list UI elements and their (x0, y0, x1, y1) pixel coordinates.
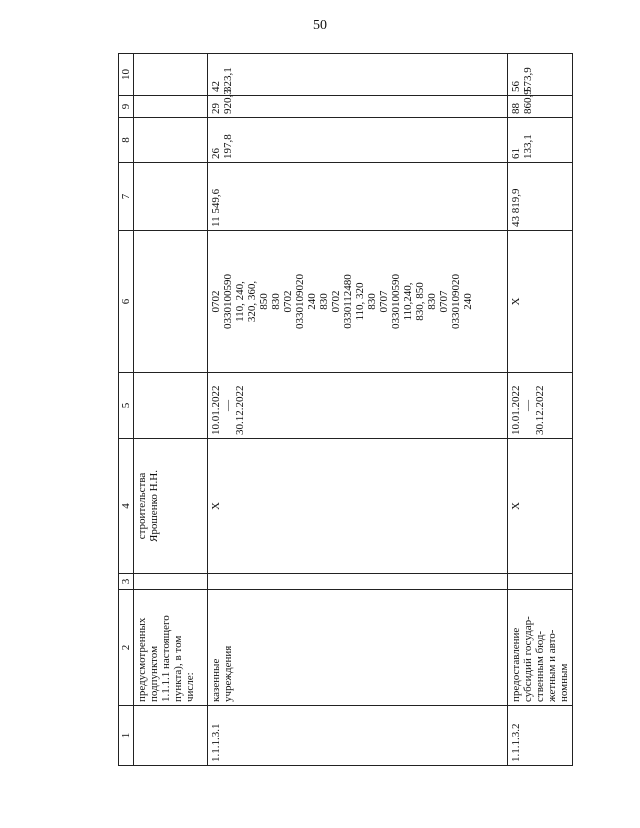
cell-text: 26 197,8 (210, 134, 234, 159)
table-row (134, 54, 208, 766)
cell-line: 830 (318, 293, 330, 310)
table-cell-c9 (208, 89, 508, 118)
cell-line: 0330100590 (222, 274, 234, 329)
cell-line: предусмотренных (136, 617, 148, 702)
cell-line: 830 (366, 293, 378, 310)
table-cell-c1 (208, 706, 508, 766)
table-cell-c6 (508, 231, 573, 373)
col-header: 10 (119, 54, 134, 96)
table-cell-c8 (208, 118, 508, 163)
col-header: 8 (119, 118, 134, 163)
cell-line: 850 (258, 293, 270, 310)
table-cell-c5 (508, 373, 573, 439)
cell-text: 42 323,1 (210, 67, 234, 92)
table-cell-c1 (134, 706, 208, 766)
cell-line: 0702 (282, 290, 294, 313)
cell-line: субсидий государ- (522, 616, 534, 702)
table-cell-c7 (134, 163, 208, 231)
cell-line: 0702 (330, 290, 342, 313)
table-cell-c3 (134, 574, 208, 590)
cell-text: 1.1.1.3.2 (510, 723, 522, 762)
table-cell-c1 (508, 706, 573, 766)
table-cell-c9 (134, 96, 208, 118)
cell-line: 830 (270, 293, 282, 310)
cell-line: 10.01.2022 (510, 385, 522, 435)
col-header: 9 (119, 96, 134, 118)
col-header: 5 (119, 373, 134, 439)
table-cell-c5 (208, 373, 508, 439)
col-header: 2 (119, 590, 134, 706)
cell-line: казенные (210, 658, 222, 702)
table-cell-c10 (508, 54, 573, 96)
table-cell-c2 (208, 590, 508, 706)
header-row (119, 54, 134, 766)
table-cell-c8 (508, 118, 573, 163)
cell-text: 11 549,6 (210, 188, 222, 227)
col-header: 4 (119, 439, 134, 574)
table-cell-c3 (508, 574, 573, 590)
cell-text: 29 920,3 (210, 89, 234, 114)
table-cell-c4 (508, 439, 573, 574)
table-cell-c8 (134, 118, 208, 163)
table-cell-c10 (134, 54, 208, 96)
cell-line: 830 (426, 293, 438, 310)
cell-line: — (222, 400, 234, 411)
table-cell-c2 (508, 590, 573, 706)
cell-line: учреждения (222, 645, 234, 702)
cell-line: 0330109020 (450, 274, 462, 329)
col-header: 1 (119, 706, 134, 766)
table-cell-c10 (208, 54, 508, 96)
table-cell-c6 (208, 231, 508, 373)
cell-line: 240 (462, 293, 474, 310)
table-cell-c7 (208, 163, 508, 231)
cell-line: 0707 (438, 290, 450, 313)
table-cell-c6 (134, 231, 208, 373)
cell-line: 110, 320 (354, 282, 366, 321)
cell-line: 830, 850 (414, 282, 426, 321)
cell-text: 61 133,1 (510, 134, 534, 159)
page-number: 50 (313, 18, 327, 33)
cell-line: Х (510, 297, 522, 306)
cell-line: 320, 360, (246, 280, 258, 323)
cell-line: 30.12.2022 (534, 385, 546, 435)
table-row (208, 54, 508, 766)
cell-line: жетным и авто- (546, 629, 558, 702)
cell-line: пункта), в том (172, 635, 184, 702)
table-row (508, 54, 573, 766)
col-header: 7 (119, 163, 134, 231)
cell-line: 110,240, (402, 282, 414, 321)
rotated-table-wrapper (118, 54, 570, 766)
cell-text: 56 573,9 (510, 67, 534, 92)
cell-line: 0707 (378, 290, 390, 313)
cell-line: 30.12.2022 (234, 385, 246, 435)
col-header: 3 (119, 574, 134, 590)
table-cell-c4 (208, 439, 508, 574)
table-cell-c5 (134, 373, 208, 439)
cell-line: Х (510, 502, 522, 510)
cell-line: 0330109020 (294, 274, 306, 329)
cell-line: 0702 (210, 290, 222, 313)
cell-line: предоставление (510, 627, 522, 702)
table-cell-c4 (134, 439, 208, 574)
cell-line: ственным бюд- (534, 630, 546, 702)
table-cell-c7 (508, 163, 573, 231)
data-table (118, 53, 573, 766)
table-cell-c2 (134, 590, 208, 706)
cell-line: 0330100590 (390, 274, 402, 329)
cell-line: 240 (306, 293, 318, 310)
cell-text: 88 860,9 (510, 89, 534, 114)
cell-line: 10.01.2022 (210, 385, 222, 435)
cell-line: числе: (184, 672, 196, 702)
cell-line: подпунктом (148, 645, 160, 702)
table-cell-c9 (508, 89, 573, 118)
cell-text: 43 819,9 (510, 188, 522, 227)
col-header: 6 (119, 231, 134, 373)
cell-line: 1.1.1.1 настоящего (160, 615, 172, 702)
cell-line: номным (558, 663, 570, 702)
cell-line: Ярошенко Н.Н. (148, 470, 160, 542)
cell-line: — (522, 400, 534, 411)
cell-line: 110, 240, (234, 281, 246, 322)
table-cell-c3 (208, 574, 508, 590)
cell-line: 0330112480 (342, 274, 354, 329)
cell-text: 1.1.1.3.1 (210, 723, 222, 762)
cell-line: Х (210, 502, 222, 510)
cell-line: строительства (136, 472, 148, 540)
